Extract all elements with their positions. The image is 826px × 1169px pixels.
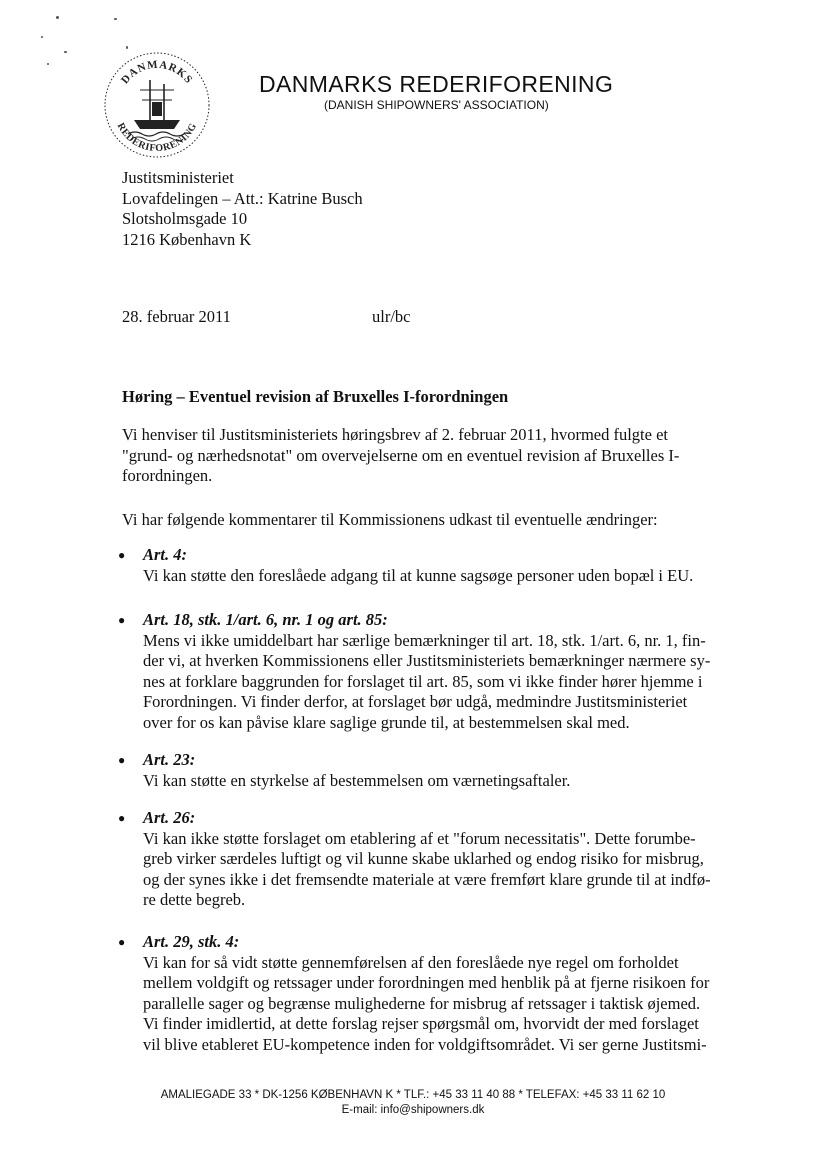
item-line: Mens vi ikke umiddelbart har særlige bemærkninger til art. 18, stk. 1/art. 6, nr. 1, fin- bbox=[143, 630, 706, 650]
item-line: greb virker særdeles luftigt og vil kunne skabe uklarhed og endog risiko for misbrug, bbox=[143, 849, 704, 868]
address-line: Slotsholmsgade 10 bbox=[122, 209, 248, 228]
item-line: mellem voldgift og retssager under forordningen med henblik på at fjerne risikoen for bbox=[143, 973, 710, 992]
association-seal bbox=[100, 50, 214, 160]
bullet-icon: ● bbox=[118, 753, 126, 767]
paragraph-line: "grund- og nærhedsnotat" om overvejelserne om en eventuel revision af Bruxelles I- bbox=[122, 445, 680, 465]
bullet-icon: ● bbox=[118, 935, 126, 949]
item-body bbox=[143, 953, 709, 1056]
item-line: re dette begreb. bbox=[143, 890, 246, 909]
address-line: 1216 København K bbox=[122, 229, 252, 249]
item-line: Forordningen. Vi finder derfor, at forslaget bør udgå, medmindre Justitsministeriet bbox=[143, 692, 688, 711]
bullet-icon: ● bbox=[118, 811, 126, 825]
letter-subject: Høring – Eventuel revision af Bruxelles I-forordningen bbox=[122, 387, 509, 406]
organization-name: DANMARKS REDERIFORENING bbox=[259, 71, 614, 97]
item-line: Vi kan for så vidt støtte gennemførelsen af den foreslåede nye regel om forholdet bbox=[143, 952, 679, 972]
item-line: Vi kan støtte en styrkelse af bestemmelsen om værnetingsaftaler. bbox=[143, 770, 571, 790]
item-line: vil blive etableret EU-kompetence inden for voldgiftsområdet. Vi ser gerne Justitsmi- bbox=[143, 1034, 707, 1054]
letter-date: 28. februar 2011 bbox=[122, 307, 231, 326]
address-line: Justitsministeriet bbox=[122, 168, 234, 187]
footer-email: E-mail: info@shipowners.dk bbox=[341, 1104, 485, 1116]
reference-initials: ulr/bc bbox=[372, 307, 411, 326]
item-line: nes at forklare baggrunden for forslaget til art. 85, som vi ikke finder hører hjemme i bbox=[143, 671, 703, 691]
footer-address: AMALIEGADE 33 * DK-1256 KØBENHAVN K * TLF.: +45 33 11 40 88 * TELEFAX: +45 33 11 62 10 bbox=[160, 1089, 666, 1101]
bullet-icon: ● bbox=[118, 613, 126, 627]
svg-text:REDERIFORENING: REDERIFORENING bbox=[114, 121, 200, 155]
bullet-icon: ● bbox=[118, 548, 126, 562]
paragraph-line: Vi henviser til Justitsministeriets høringsbrev af 2. februar 2011, hvormed fulgte et bbox=[122, 425, 668, 444]
item-line: parallelle sager og begrænse mulighederne for misbrug af retssager i taktisk øjemed. bbox=[143, 993, 701, 1013]
item-heading: Art. 4: bbox=[143, 545, 188, 564]
item-body bbox=[143, 631, 710, 734]
item-body bbox=[143, 771, 570, 792]
svg-text:DANMARKS: DANMARKS bbox=[119, 58, 195, 87]
paragraph-line: forordningen. bbox=[122, 466, 213, 485]
item-line: Vi kan støtte den foreslåede adgang til at kunne sagsøge personer uden bopæl i EU. bbox=[143, 565, 694, 585]
item-line: over for os kan påvise klare saglige grunde til, at bestemmelsen skal med. bbox=[143, 712, 630, 732]
organization-subtitle: (DANISH SHIPOWNERS' ASSOCIATION) bbox=[324, 98, 549, 112]
item-heading: Art. 18, stk. 1/art. 6, nr. 1 og art. 85: bbox=[143, 610, 388, 629]
letter-footer bbox=[0, 1088, 826, 1118]
item-body bbox=[143, 566, 693, 587]
address-line: Lovafdelingen – Att.: Katrine Busch bbox=[122, 188, 363, 208]
item-heading: Art. 26: bbox=[143, 808, 196, 827]
item-body bbox=[143, 829, 711, 911]
item-line: og der synes ikke i det fremsendte materiale at være fremført klare grunde til at indfø- bbox=[143, 869, 711, 889]
lead-sentence: Vi har følgende kommentarer til Kommissionens udkast til eventuelle ændringer: bbox=[122, 510, 658, 529]
item-heading: Art. 29, stk. 4: bbox=[143, 932, 240, 951]
item-line: der vi, at hverken Kommissionens eller Justitsministeriets bemærkninger nærmere sy- bbox=[143, 651, 711, 670]
intro-paragraph bbox=[122, 425, 742, 487]
item-line: Vi kan ikke støtte forslaget om etablering af et "forum necessitatis". Dette forumbe- bbox=[143, 828, 696, 848]
recipient-address bbox=[122, 168, 363, 250]
item-line: Vi finder imidlertid, at dette forslag rejser spørgsmål om, hvorvidt der med forslaget bbox=[143, 1014, 699, 1033]
item-heading: Art. 23: bbox=[143, 750, 196, 769]
